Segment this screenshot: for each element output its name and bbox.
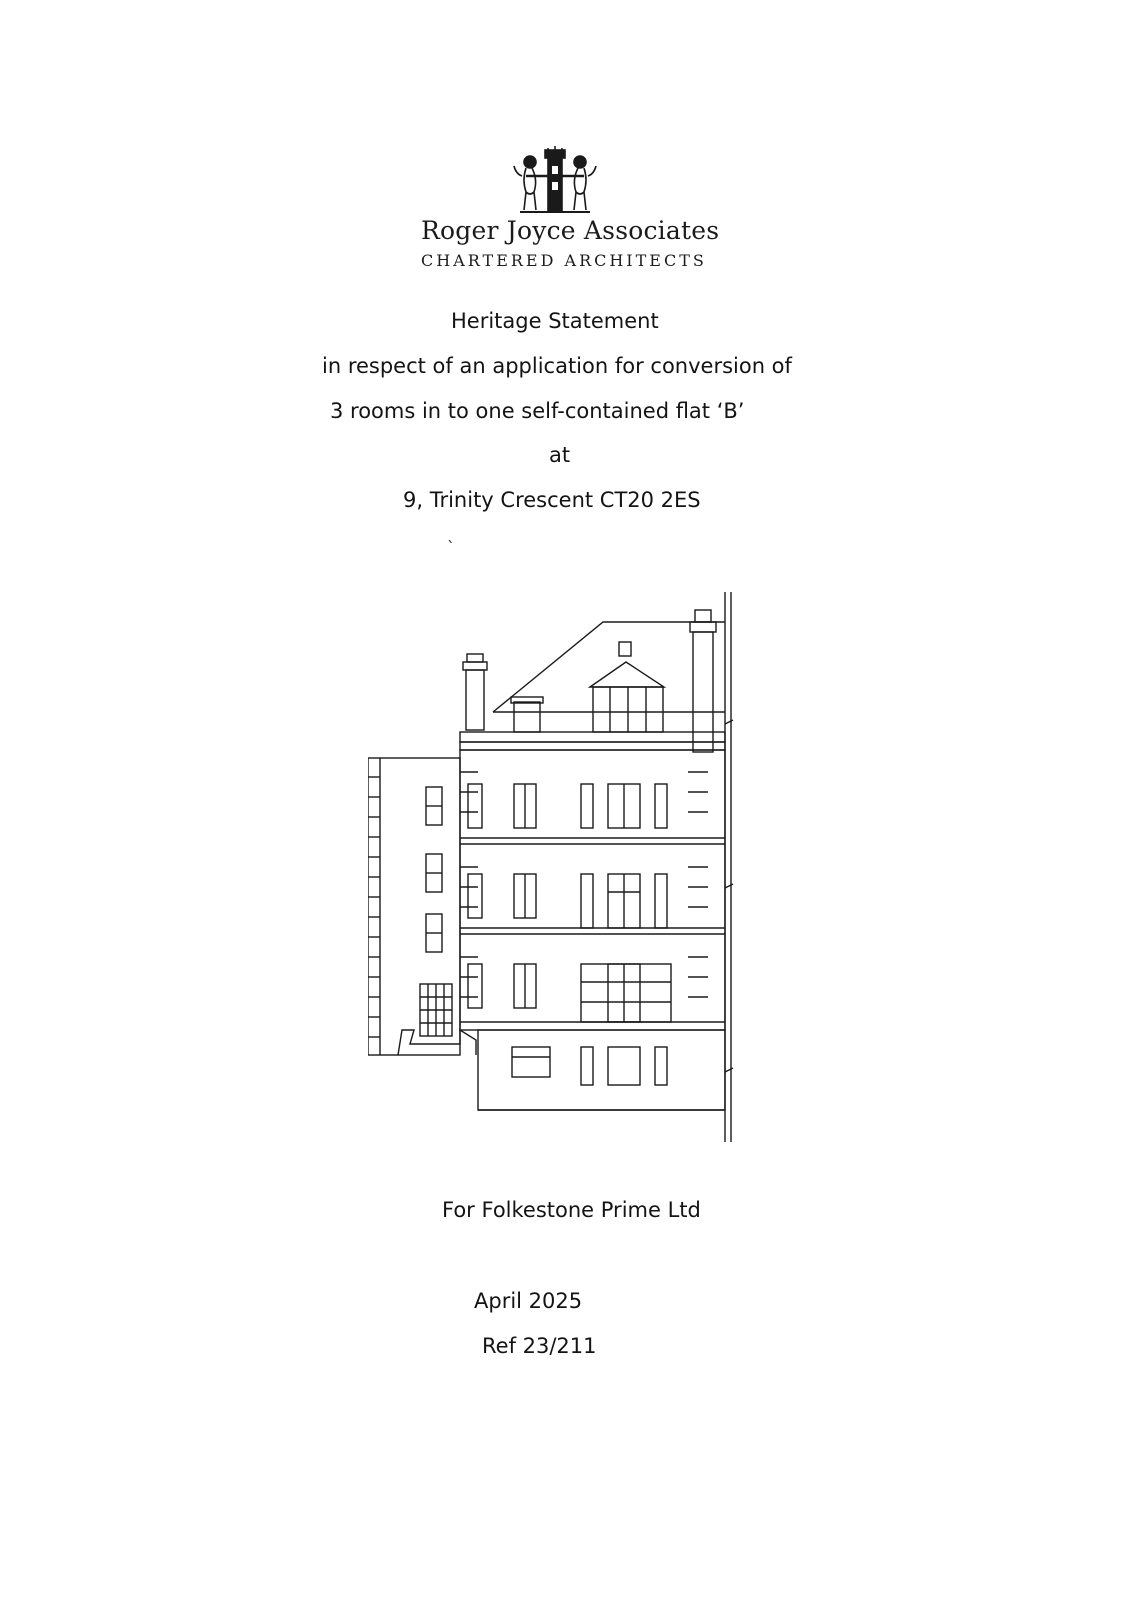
document-reference: Ref 23/211 bbox=[482, 1334, 597, 1358]
firm-subtitle: CHARTERED ARCHITECTS bbox=[421, 251, 707, 270]
statement-line-3: at bbox=[549, 443, 571, 467]
statement-line-1: in respect of an application for conversion of bbox=[322, 354, 792, 378]
firm-name: Roger Joyce Associates bbox=[421, 216, 720, 245]
statement-line-2: 3 rooms in to one self-contained flat ‘B’ bbox=[330, 399, 745, 423]
building-elevation-drawing bbox=[368, 582, 768, 1142]
stray-mark: ` bbox=[447, 538, 455, 557]
client-line: For Folkestone Prime Ltd bbox=[442, 1198, 701, 1222]
document-date: April 2025 bbox=[474, 1289, 583, 1313]
document-title: Heritage Statement bbox=[451, 309, 659, 333]
crest-logo-icon bbox=[512, 146, 598, 216]
site-address: 9, Trinity Crescent CT20 2ES bbox=[403, 488, 701, 512]
